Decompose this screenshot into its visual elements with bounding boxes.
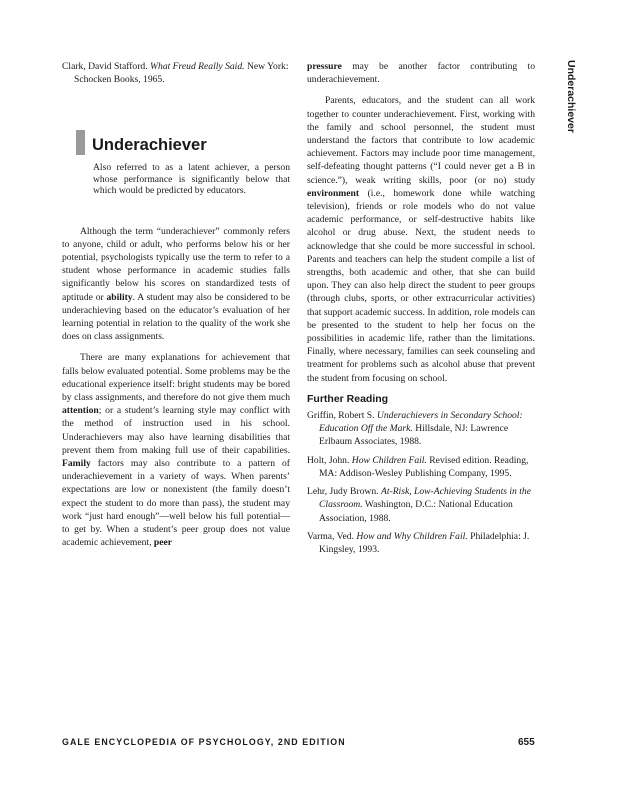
- reading-item: Holt, John. How Children Fail. Revised edition. Reading, MA: Addison-Wesley Publishing Company, 1995.: [307, 454, 529, 479]
- reading-item: Varma, Ved. How and Why Children Fail. Philadelphia: J. Kingsley, 1993.: [307, 530, 530, 555]
- body-paragraph-1: Although the term “underachiever” commonly refers to anyone, child or adult, who performs below his or her potential, psychologists typically use the term to refer to a student whose performance in academic studies falls significantly below his scores on standardized tests of aptitude or ability. A student may also be considered to be underachieving based on the educator’s evaluation of her learning potential in relation to the quality of the work she does on class assignments.: [62, 225, 290, 343]
- entry-header: [76, 130, 290, 200]
- headword-accent-bar: [76, 130, 85, 155]
- left-column: [62, 60, 290, 550]
- cross-ref-attention[interactable]: attention: [62, 405, 99, 417]
- reading-item: Lehr, Judy Brown. At-Risk, Low-Achieving Students in the Classroom. Washington, D.C.: National Education Association, 1988.: [307, 486, 531, 524]
- reference-title: What Freud Really Said.: [150, 61, 245, 72]
- running-head: Underachiever: [565, 60, 577, 133]
- previous-entry-reference: [62, 60, 290, 86]
- body-paragraph-2: There are many explanations for achievement that falls below evaluated potential. Some problems may be the educational experience itself: bright students may be bored by class assignments, and therefore do not give them much attention; or a student’s learning style may conflict with the method of instruction used in his school. Underachievers may also have learning disabilities that prevent them from making full use of their capabilities. Family factors may also contribute to a pattern of underachievement in a variety of ways. When parents’ expectations are low or nonexistent (the family doesn’t expect the student to do more than pass), the student may work “just hard enough”—well below his full potential—to get by. When a student’s peer group does not value academic achievement, peer: [62, 352, 291, 549]
- reading-item: Griffin, Robert S. Underachievers in Secondary School: Education Off the Mark. Hillsdale, NJ: Lawrence Erlbaum Associates, 1988.: [307, 410, 523, 448]
- entry-definition: Also referred to as a latent achiever, a person whose performance is significantly below that which would be predicted by educators.: [93, 162, 290, 197]
- page-number: 655: [518, 737, 535, 748]
- further-reading-heading: Further Reading: [307, 392, 389, 405]
- reference-publisher-cont: Schocken Books, 1965.: [74, 74, 165, 86]
- cross-ref-ability[interactable]: ability: [106, 291, 133, 303]
- cross-ref-environment[interactable]: environment: [307, 187, 360, 199]
- footer-publication-title: GALE ENCYCLOPEDIA OF PSYCHOLOGY, 2ND EDITION: [62, 737, 346, 747]
- entry-headword: Underachiever: [92, 136, 207, 155]
- body-paragraph-2-continued: pressure may be another factor contributing to underachievement.: [307, 61, 535, 86]
- cross-ref-pressure[interactable]: pressure: [307, 61, 342, 72]
- reference-author: Clark, David Stafford.: [62, 61, 148, 72]
- reference-publisher: New York:: [246, 61, 289, 72]
- cross-ref-peer[interactable]: peer: [153, 537, 173, 549]
- right-column: [307, 60, 535, 561]
- body-paragraph-3: Parents, educators, and the student can all work together to counter underachievement. First, working with the family and school personnel, the student must understand the factors that contribute to low academic achievement. Factors may include poor time management, self-defeating thought patterns (“I could never get a B in science.”), weak writing skills, poor (or no) study environment (i.e., homework done while watching television), friends or role models who do not value academic performance, or self-destructive habits like alcohol or drug abuse. Next, the student needs to acknowledge that she could be more successful in school. Parents and teachers can help the student compile a list of strengths, both academic and other, that she can build upon. They can also help direct the student to peer groups (through clubs, sports, or other extracurricular activities) that support academic success. In addition, role models can be presented to the student to help her focus on the possibilities in academic life, rather than the limitations. Finally, where necessary, families can seek counseling and treatment for problems such as alcohol abuse that prevent the student from focusing on school.: [307, 95, 535, 384]
- cross-ref-family[interactable]: Family: [62, 458, 91, 470]
